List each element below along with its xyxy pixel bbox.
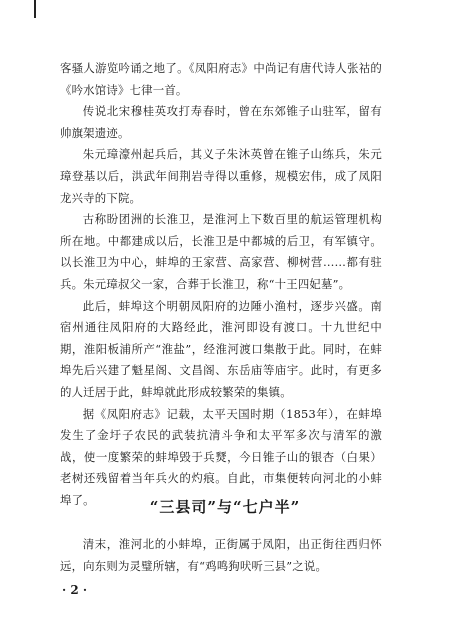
body-text (60, 58, 382, 511)
section-text (60, 534, 382, 577)
paragraph: 此后，蚌埠这个明朝凤阳府的边陲小渔村，逐步兴盛。南宿州通往凤阳府的大路经此，淮河即设有渡口。十九世纪中期，淮阳板浦所产“淮盐”，经淮河渡口集散于此。同时，在蚌埠先后兴建了魁星阁、文昌阁、东岳庙等庙宇。此时，有更多的人迁居于此，蚌埠就此形成较繁荣的集镇。 (60, 298, 382, 399)
binding-line (34, 0, 36, 18)
paragraph: 古称盼团洲的长淮卫，是淮河上下数百里的航运管理机构所在地。中都建成以后，长淮卫是中都城的后卫，有军镇守。以长淮卫为中心，蚌埠的王家营、高家营、柳树营……都有驻兵。朱元璋叔父一家，合葬于长淮卫，称“十王四妃墓”。 (60, 212, 382, 291)
paragraph-continued: 客骚人游览吟诵之地了。《凤阳府志》中尚记有唐代诗人张祜的《吟水馆诗》七律一首。 (60, 61, 382, 97)
paragraph: 清末，淮河北的小蚌埠，正街属于凤阳，出正街往西归怀远，向东则为灵璧所辖，有“鸡鸣狗吠听三县”之说。 (60, 537, 382, 573)
paragraph: 朱元璋濠州起兵后，其义子朱沐英曾在锥子山练兵，朱元璋登基以后，洪武年间荆岩寺得以重修，规模宏伟，成了凤阳龙兴寺的下院。 (60, 147, 382, 205)
page-number: · 2 · (62, 583, 88, 597)
section-heading: “三县司”与“七户半” (149, 498, 301, 516)
paragraph: 据《凤阳府志》记载，太平天国时期（1853年），在蚌埠发生了金圩子农民的武装抗清斗争和太平军多次与清军的激战，使一度繁荣的蚌埠毁于兵燹，今日锥子山的银杏（白果）老树还残留着当年兵火的灼痕。自此，市集便转向河北的小蚌埠了。 (60, 406, 382, 507)
paragraph: 传说北宋穆桂英攻打寿春时，曾在东郊锥子山驻军，留有帅旗架遗迹。 (60, 104, 382, 140)
